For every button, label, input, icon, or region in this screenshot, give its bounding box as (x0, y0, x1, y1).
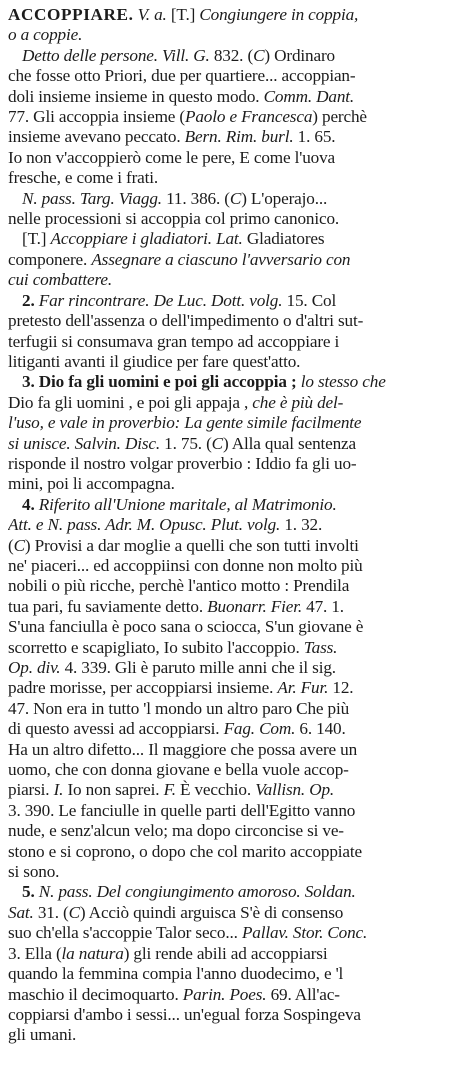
text-line (8, 678, 463, 698)
text-segment: l'uso, e vale in proverbio: La gente simile facilmente (8, 413, 362, 433)
text-segment: insieme avevano peccato. (8, 127, 185, 147)
text-segment: piarsi. (8, 780, 54, 800)
text-segment: 11. 386. ( (161, 188, 230, 208)
text-segment: 1. 65. (293, 127, 336, 147)
text-line (8, 638, 463, 658)
text-segment: È vecchio. (175, 780, 256, 800)
text-segment: mini, poi li accompagna. (8, 474, 175, 494)
text-line (8, 985, 463, 1005)
text-segment: C (211, 433, 223, 453)
text-segment: componere. (8, 249, 92, 269)
text-segment: doli insieme insieme in questo modo. (8, 86, 264, 106)
text-line (8, 536, 463, 556)
text-line (8, 515, 463, 535)
text-line (8, 168, 463, 188)
text-segment: 1. 32. (280, 515, 323, 535)
text-segment: Far rincontrare. De Luc. Dott. volg. (38, 290, 283, 310)
text-segment: tua pari, fu saviamente detto. (8, 596, 208, 616)
text-segment: Ar. Fur. (277, 678, 329, 698)
text-line (8, 903, 463, 923)
text-segment: 4. 339. Gli è paruto mille anni che il sig. (60, 658, 336, 677)
text-line (8, 801, 463, 821)
text-segment: litiganti avanti il giudice per fare quest'atto. (8, 351, 301, 371)
text-line (8, 964, 463, 984)
text-segment: 3. Dio fa gli uomini e poi gli accoppia ; (22, 372, 297, 392)
text-segment: ) L'operajo... (241, 188, 328, 208)
text-segment: quando la femmina compia l'anno duodecimo, e 'l (8, 964, 344, 984)
text-segment: la natura (61, 943, 124, 963)
text-line (8, 66, 463, 86)
text-segment: Accoppiare i gladiatori. Lat. (50, 229, 243, 249)
text-segment: nobili o più ricche, perchè l'antico motto : Prendila (8, 576, 350, 596)
text-line (8, 495, 463, 515)
text-segment: C (229, 188, 242, 208)
text-line (8, 5, 463, 25)
text-segment: 4. (22, 494, 39, 514)
text-segment: pretesto dell'assenza o dell'impedimento o d'altri sut- (8, 311, 364, 331)
text-segment: ) Alla qual sentenza (223, 433, 357, 453)
text-line (8, 87, 463, 107)
text-segment: Io non saprei. (63, 780, 164, 800)
text-segment: ne' piaceri... ed accoppiinsi con donne non molto più (8, 555, 363, 575)
text-segment: ) perchè (312, 107, 367, 127)
text-segment: 5. (22, 882, 39, 902)
text-segment: cui combattere. (8, 270, 113, 290)
text-segment: Io non v'accoppierò come le pere, E come l'uova (8, 147, 335, 167)
text-segment: padre morisse, per accoppiarsi insieme. (8, 678, 278, 698)
text-segment: Gladiatores (242, 229, 325, 249)
text-line (8, 46, 463, 66)
text-line (8, 127, 463, 147)
text-segment: N. pass. Del congiungimento amoroso. Soldan. (38, 882, 356, 902)
text-line (8, 740, 463, 760)
text-line (8, 882, 463, 902)
text-line (8, 352, 463, 372)
text-segment: S'una fanciulla è poco sana o sciocca, S'un giovane è (8, 617, 364, 637)
text-segment: Riferito all'Unione maritale, al Matrimonio. (38, 494, 337, 514)
text-segment: coppiarsi d'ambo i sessi... un'egual forza Sospingeva (8, 1004, 361, 1024)
text-line (8, 944, 463, 964)
text-segment: gli umani. (8, 1025, 77, 1045)
text-segment: C (68, 902, 80, 922)
text-segment: 47. 1. (301, 596, 344, 616)
text-segment: ( (8, 535, 14, 555)
text-line (8, 372, 463, 392)
text-segment: che è più del- (252, 392, 344, 412)
text-line (8, 556, 463, 576)
text-segment: nelle processioni si accoppia col primo canonico. (8, 209, 340, 229)
text-segment: maschio il decimoquarto. (8, 984, 183, 1004)
text-segment: [T.] (22, 229, 51, 249)
text-segment: 6. 140. (295, 719, 346, 739)
text-segment: F. (163, 780, 176, 800)
text-line (8, 576, 463, 596)
text-segment: 2. (22, 290, 39, 310)
text-line (8, 393, 463, 413)
text-line (8, 842, 463, 862)
text-line (8, 760, 463, 780)
text-line (8, 413, 463, 433)
text-line (8, 270, 463, 290)
dictionary-entry-accoppiare (8, 5, 463, 1046)
text-line (8, 862, 463, 882)
text-segment: Tass. (303, 637, 338, 657)
text-line (8, 821, 463, 841)
text-segment: stono e si coprono, o dopo che col marito accoppiate (8, 841, 362, 861)
text-segment: o a coppie. (8, 25, 83, 45)
text-segment: che fosse otto Priori, due per quartiere... accoppian- (8, 66, 356, 86)
text-segment: si sono. (8, 862, 60, 882)
text-segment: si unisce. Salvin. Disc. (8, 433, 161, 453)
text-segment: Dio fa gli uomini , e poi gli appaja , (8, 392, 253, 412)
text-segment: 15. Col (282, 290, 337, 310)
text-line (8, 189, 463, 209)
text-segment: 47. Non era in tutto 'l mondo un altro paro Che più (8, 698, 350, 718)
text-segment: Fag. Com. (223, 719, 296, 739)
text-segment: Parin. Poes. (182, 984, 267, 1004)
text-segment: V. a. (137, 5, 167, 24)
text-line (8, 25, 463, 45)
text-segment: ACCOPPIARE. (8, 5, 134, 24)
text-line (8, 209, 463, 229)
text-segment: Detto delle persone. Vill. G. (22, 45, 210, 65)
text-line (8, 148, 463, 168)
text-line (8, 311, 463, 331)
text-segment: N. pass. Targ. Viagg. (22, 188, 162, 208)
text-segment: ) Ordinaro (264, 45, 335, 65)
text-line (8, 250, 463, 270)
text-segment: Comm. Dant. (263, 86, 355, 106)
text-segment: Paolo e Francesca (185, 107, 313, 127)
text-line (8, 658, 463, 678)
text-line (8, 1025, 463, 1045)
text-segment: Pallav. Stor. Conc. (241, 923, 368, 943)
text-segment: fresche, e come i frati. (8, 168, 159, 188)
text-segment: suo ch'ella s'accoppie Talor seco... (8, 923, 242, 943)
text-segment: risponde il nostro volgar proverbio : Iddio fa gli uo- (8, 453, 357, 473)
text-line (8, 107, 463, 127)
text-line (8, 474, 463, 494)
text-segment: nude, e senz'alcun velo; ma dopo circoncise si ve- (8, 821, 344, 841)
text-segment: Att. e N. pass. Adr. M. Opusc. Plut. volg. (8, 515, 281, 535)
text-line (8, 597, 463, 617)
text-segment: terfugii si consumava gran tempo ad accoppiare i (8, 331, 340, 351)
text-segment: 77. Gli accoppia insieme ( (8, 107, 185, 127)
text-segment: di questo avessi ad accoppiarsi. (8, 719, 224, 739)
text-segment: Op. div. (8, 658, 61, 677)
text-line (8, 719, 463, 739)
text-segment: Ha un altro difetto... Il maggiore che possa avere un (8, 739, 358, 759)
text-line (8, 617, 463, 637)
text-segment: 1. 75. ( (160, 433, 212, 453)
text-segment: uomo, che con donna giovane e bella vuole accop- (8, 760, 349, 780)
text-line (8, 291, 463, 311)
text-segment: Sat. (8, 902, 34, 922)
text-segment: I. (53, 780, 64, 800)
text-line (8, 780, 463, 800)
text-segment: [T.] (166, 5, 200, 24)
text-line (8, 434, 463, 454)
text-segment: scorretto e scapigliato, Io subito l'accoppio. (8, 637, 304, 657)
text-line (8, 454, 463, 474)
text-segment: 12. (328, 678, 354, 698)
text-segment: Bern. Rim. burl. (184, 127, 294, 147)
text-segment: 69. All'ac- (266, 984, 340, 1004)
text-segment: Buonarr. Fier. (207, 596, 302, 616)
text-segment: C (253, 45, 265, 65)
text-segment: 3. 390. Le fanciulle in quelle parti dell'Egitto vanno (8, 800, 356, 820)
text-segment: ) gli rende abili ad accoppiarsi (123, 943, 328, 963)
text-segment: C (13, 535, 25, 555)
text-segment: Congiungere in coppia, (199, 5, 359, 24)
text-line (8, 1005, 463, 1025)
text-line (8, 699, 463, 719)
text-segment: Assegnare a ciascuno l'avversario con (91, 249, 351, 269)
text-segment: 3. Ella ( (8, 943, 62, 963)
text-segment: lo stesso che (300, 372, 386, 392)
text-segment: ) Acciò quindi arguisca S'è di consenso (79, 902, 344, 922)
text-segment: 31. ( (33, 902, 69, 922)
text-line (8, 332, 463, 352)
text-line (8, 229, 463, 249)
text-line (8, 923, 463, 943)
text-segment: ) Provisi a dar moglie a quelli che son tutti involti (24, 535, 359, 555)
text-segment: 832. ( (209, 45, 254, 65)
text-segment: Vallisn. Op. (255, 780, 335, 800)
